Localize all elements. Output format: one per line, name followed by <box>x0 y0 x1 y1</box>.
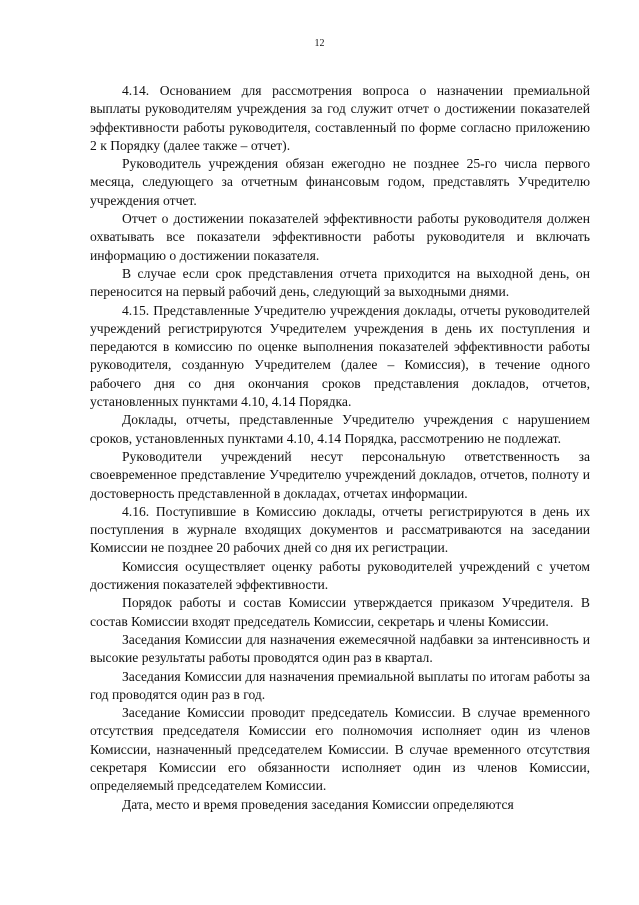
paragraph: 4.16. Поступившие в Комиссию доклады, отчеты регистрируются в день их поступления в журнале входящих документов и рассматриваются на заседании Комиссии не позднее 20 рабочих дней со дня их регистрации. <box>90 503 590 556</box>
paragraph: Порядок работы и состав Комиссии утверждается приказом Учредителя. В состав Комиссии входят председатель Комиссии, секретарь и члены Комиссии. <box>90 595 590 629</box>
paragraph: Руководитель учреждения обязан ежегодно не позднее 25-го числа первого месяца, следующего за отчетным финансовым годом, представлять Учредителю учреждения отчет. <box>90 156 590 208</box>
paragraph: Доклады, отчеты, представленные Учредителю учреждения с нарушением сроков, установленных пунктами 4.10, 4.14 Порядка, рассмотрению не подлежат. <box>90 412 590 446</box>
paragraph: Комиссия осуществляет оценку работы руководителей учреждений с учетом достижения показателей эффективности. <box>90 558 590 593</box>
paragraph: 4.15. Представленные Учредителю учреждения доклады, отчеты руководителей учреждений регистрируются Учредителем учреждения в день их поступления и передаются в комиссию по оценке выполнения показателей эффективности работы руководителя, созданную Учредителем (далее – Комиссия), в течение одного рабочего дня со дня окончания сроков представления докладов, отчетов, установленных пунктами 4.10, 4.14 Порядка. <box>90 302 590 410</box>
paragraph: 4.14. Основанием для рассмотрения вопроса о назначении премиальной выплаты руководителям учреждения за год служит отчет о достижении показателей эффективности работы руководителя, составленный по форме согласно приложению 2 к Порядку (далее также – отчет). <box>90 83 590 153</box>
paragraph: Отчет о достижении показателей эффективности работы руководителя должен охватывать все показатели эффективности работы руководителя и включать информацию о достижении показателя. <box>90 211 590 263</box>
paragraph: Дата, место и время проведения заседания Комиссии определяются <box>122 796 514 812</box>
paragraph: Заседания Комиссии для назначения ежемесячной надбавки за интенсивность и высокие результаты работы проводятся один раз в квартал. <box>90 631 590 666</box>
paragraph: Заседания Комиссии для назначения премиальной выплаты по итогам работы за год проводятся один раз в год. <box>90 668 590 702</box>
paragraph: В случае если срок представления отчета приходится на выходной день, он переносится на первый рабочий день, следующий за выходными днями. <box>90 265 590 300</box>
page-number: 12 <box>314 38 325 49</box>
paragraph: Руководители учреждений несут персональную ответственность за своевременное представление Учредителю учреждений докладов, отчетов, полноту и достоверность представленной в докладах, отчетах информации. <box>90 448 590 501</box>
paragraph: Заседание Комиссии проводит председатель Комиссии. В случае временного отсутствия председателя Комиссии его полномочия исполняет один из членов Комиссии, назначенный председателем Комиссии. В случае временного отсутствия секретаря Комиссии его обязанности исполняет один из членов Комиссии, определяемый председателем Комиссии. <box>90 705 590 794</box>
document-body <box>90 82 590 814</box>
